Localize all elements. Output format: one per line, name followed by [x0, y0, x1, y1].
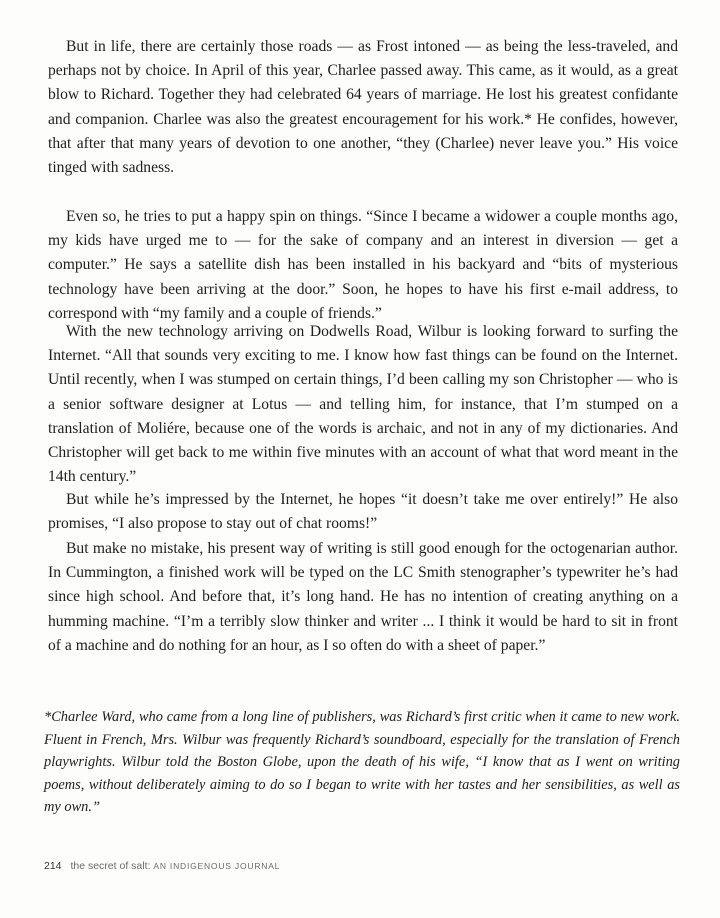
paragraph-text: With the new technology arriving on Dodwells Road, Wilbur is looking forward to surfing the Internet. “All that sounds very exciting to me. I know how fast things can be found on the Internet. Until recently, when I was stumped on certain things, I’d been calling my son Christopher — who is a senior software designer at Lotus — and telling him, for instance, that I’m stumped on a translation of Moliére, because one of the words is archaic, and not in any of my dictionaries. And Christopher will get back to me within five minutes with an account of what that word meant in the 14th century.”	[48, 323, 678, 486]
paragraph-text: But while he’s impressed by the Internet, he hopes “it doesn’t take me over entirely!” He also promises, “I also propose to stay out of chat rooms!”	[48, 491, 678, 533]
page-footer	[44, 860, 280, 872]
page-number: 214	[44, 860, 62, 872]
journal-subtitle: AN INDIGENOUS JOURNAL	[153, 861, 281, 871]
paragraph-text: Even so, he tries to put a happy spin on things. “Since I became a widower a couple months ago, my kids have urged me to — for the sake of company and an interest in diversion — get a computer.” He says a satellite dish has been installed in his backyard and “bits of mysterious technology have been arriving at the door.” Soon, he hopes to have his first e-mail address, to correspond with “my family and a couple of friends.”	[48, 208, 678, 322]
footnote-text: *Charlee Ward, who came from a long line of publishers, was Richard’s first critic when it came to new work. Fluent in French, Mrs. Wilbur was frequently Richard’s soundboard, especially for the translation of French playwrights. Wilbur told the Boston Globe, upon the death of his wife, “I know that as I went on writing poems, without deliberately aiming to do so I began to write with her tastes and her sensibilities, as well as my own.”	[44, 709, 680, 816]
footnote	[44, 706, 680, 819]
body-paragraph-1	[48, 35, 678, 180]
paragraph-text: But make no mistake, his present way of writing is still good enough for the octogenarian author. In Cummington, a finished work will be typed on the LC Smith stenographer’s typewriter he’s had since high school. And before that, it’s long hand. He has no intention of creating anything on a humming machine. “I’m a terribly slow thinker and writer ... I think it would be hard to sit in front of a machine and do nothing for an hour, as I so often do with a sheet of paper.”	[48, 540, 678, 654]
paragraph-text: But in life, there are certainly those roads — as Frost intoned — as being the less-traveled, and perhaps not by choice. In April of this year, Charlee passed away. This came, as it would, as a great blow to Richard. Together they had celebrated 64 years of marriage. He lost his greatest confidante and companion. Charlee was also the greatest encouragement for his work.* He confides, however, that after that many years of devotion to one another, “they (Charlee) never leave you.” His voice tinged with sadness.	[48, 38, 678, 177]
journal-title: the secret of salt:	[70, 860, 151, 872]
body-paragraph-5	[48, 537, 678, 658]
body-paragraph-2	[48, 205, 678, 326]
body-paragraph-3	[48, 320, 678, 489]
body-paragraph-4	[48, 488, 678, 536]
